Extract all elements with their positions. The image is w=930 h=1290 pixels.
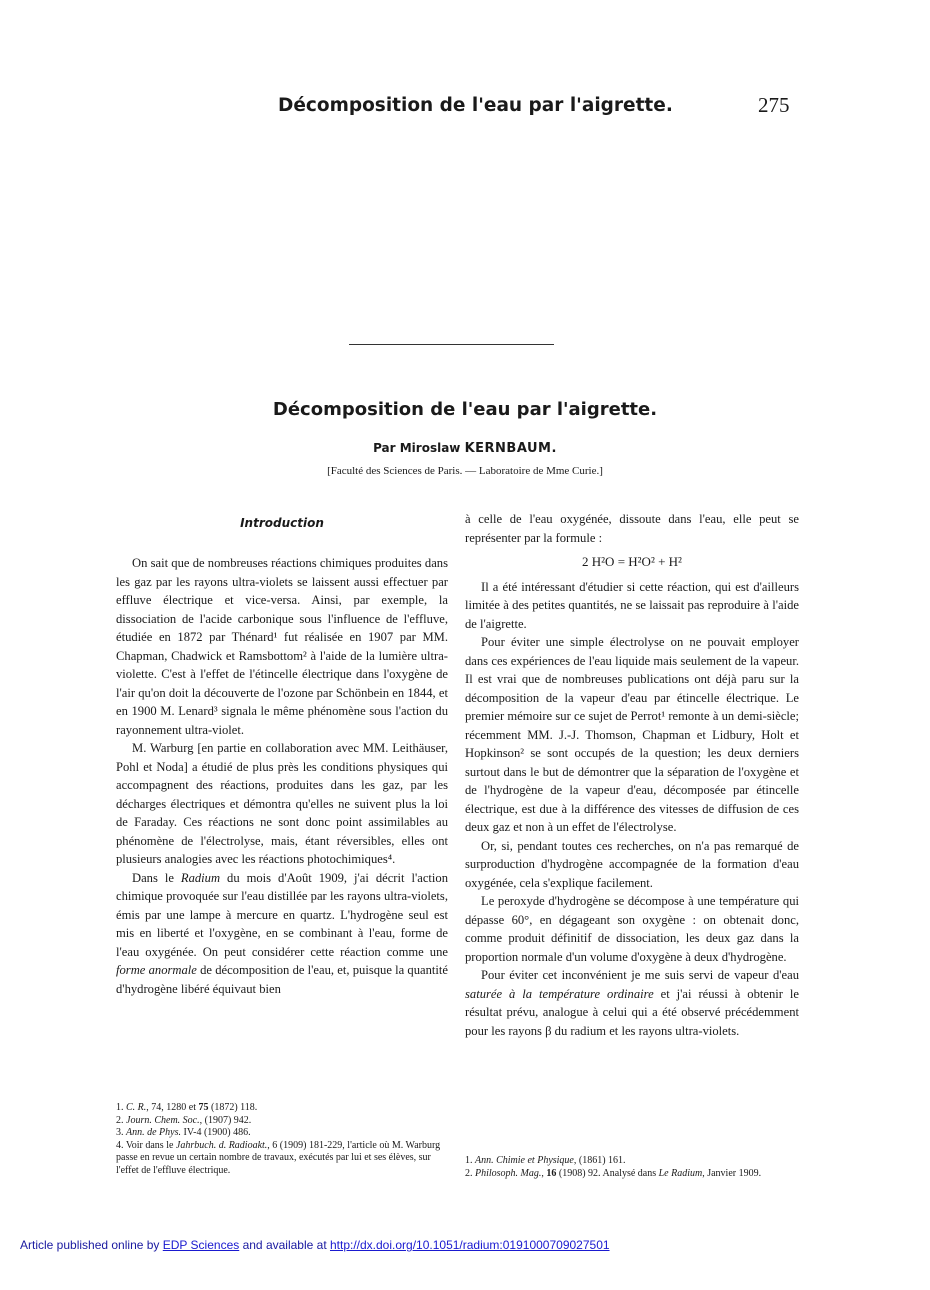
article-title: Décomposition de l'eau par l'aigrette. [272, 399, 658, 420]
footnote: 3. Ann. de Phys. IV-4 (1900) 486. [116, 1127, 251, 1138]
footnote: 4. Voir dans le Jahrbuch. d. Radioakt., 6 (1909) 181-229, l'article où M. Warburg passe en revue un certain nombre de travaux, exécutés par lui et ses élèves, sur l'effet de l'effluve électrique. [116, 1139, 441, 1176]
paragraph: Dans le Radium du mois d'Août 1909, j'ai décrit l'action chimique provoquée sur l'eau distillée par les rayons ultra-violets, émis par une lampe à mercure en quartz. L'hydrogène seul est mis en liberté et l'oxygène, en se combinant à l'eau, forme de l'eau oxygénée. On peut considérer cette réaction comme une forme anormale de décomposition de l'eau, et, puisque la quantité d'hydrogène libéré équivaut bien [116, 870, 448, 996]
page-number: 275 [758, 93, 790, 117]
publication-notice: Article published online by EDP Sciences and available at http://dx.doi.org/10.1051/radium:0191000709027501 [20, 1238, 610, 1252]
byline-prefix: Par Miroslaw [373, 441, 461, 455]
formula: 2 H²O = H²O² + H² [582, 554, 682, 569]
paragraph: Pour éviter cet inconvénient je me suis servi de vapeur d'eau saturée à la température ordinaire et j'ai réussi à obtenir le résultat prévu, analogue à celui qui a été observé précédemment pour les rayons β du radium et les rayons ultra-violets. [465, 968, 799, 1038]
paragraph: Pour éviter une simple électrolyse on ne pouvait employer dans ces expériences de l'eau liquide mais seulement de la vapeur. Il est vrai que de nombreuses publications ont déjà paru sur la décomposition de la vapeur d'eau par étincelle électrique. Le premier mémoire sur ce sujet de Perrot¹ remonte à un demi-siècle; récemment MM. J.-J. Thomson, Chapman et Lidbury, Holt et Hopkinson² se sont occupés de la question; les deux derniers surtout dans le but de démontrer que la séparation de l'oxygène et de l'hydrogène de la vapeur d'eau, décomposée par étincelle électrique, est due à la différence des vitesses de diffusion de ces deux gaz et non à un effet de l'électrolyse. [465, 635, 799, 834]
paragraph: M. Warburg [en partie en collaboration avec MM. Leithäuser, Pohl et Noda] a étudié de plus près les conditions physiques qui accompagnent des réactions, produites dans les gaz, par les décharges électriques et démontra qu'elles ne suivent plus la loi de Faraday. Ces réactions ne sont donc point assimilables au phénomène de l'électrolyse, mais, étant réversibles, elles ont plusieurs analogies avec les réactions photochimiques⁴. [116, 741, 448, 866]
right-footnotes [465, 1155, 799, 1180]
doi-link[interactable]: http://dx.doi.org/10.1051/radium:0191000709027501 [329, 1238, 610, 1252]
author-name: KERNBAUM. [464, 441, 557, 456]
paragraph: Il a été intéressant d'étudier si cette réaction, qui est d'ailleurs limitée à des petites quantités, ne se laissait pas reproduire à l'aide de l'aigrette. [465, 579, 799, 631]
publisher-link[interactable]: EDP Sciences [162, 1238, 240, 1252]
paragraph: On sait que de nombreuses réactions chimiques produites dans les gaz par les rayons ultra-violets se laissent aussi effectuer par effluve électrique et vice-versa. Ainsi, par exemple, la dissociation de l'acide carbonique sous l'influence de l'effluve, étudiée en 1872 par Thénard¹ fut réalisée en 1907 par MM. Chapman, Chadwick et Ramsbottom² à l'aide de la lumière ultra-violette. C'est à l'effet de l'étincelle électrique dans l'oxygène de l'air qu'on doit la découverte de l'ozone par Schönbein en 1844, et en 1900 M. Lenard³ signala le même phénomène sous l'action du rayonnement ultra-violet. [116, 556, 448, 737]
footnote: 1. Ann. Chimie et Physique, (1861) 161. [465, 1155, 626, 1166]
paragraph: Or, si, pendant toutes ces recherches, on n'a pas remarqué de surproduction d'hydrogène accompagnée de la formation d'eau oxygénée, cela s'explique facilement. [465, 838, 799, 890]
title-rule [349, 344, 554, 345]
section-heading: Introduction [240, 516, 324, 530]
affiliation: [Faculté des Sciences de Paris. — Laboratoire de Mme Curie.] [327, 465, 603, 477]
left-column [116, 514, 448, 998]
running-head [0, 95, 930, 125]
running-title: Décomposition de l'eau par l'aigrette. [278, 95, 673, 116]
byline [0, 441, 930, 456]
footnote: 2. Philosoph. Mag., 16 (1908) 92. Analysé dans Le Radium, Janvier 1909. [465, 1167, 762, 1179]
paragraph: à celle de l'eau oxygénée, dissoute dans l'eau, elle peut se représenter par la formule : [465, 512, 799, 545]
left-footnotes [116, 1102, 452, 1177]
footnote: 1. C. R., 74, 1280 et 75 (1872) 118. [116, 1102, 258, 1113]
footnote: 2. Journ. Chem. Soc., (1907) 942. [116, 1114, 252, 1126]
right-column [465, 510, 799, 1040]
paragraph: Le peroxyde d'hydrogène se décompose à une température qui dépasse 60°, en dégageant son oxygène : on obtenait donc, comme produit définitif de dissociation, les deux gaz dans la proportion normale d'un volume d'oxygène à deux d'hydrogène. [465, 894, 799, 964]
